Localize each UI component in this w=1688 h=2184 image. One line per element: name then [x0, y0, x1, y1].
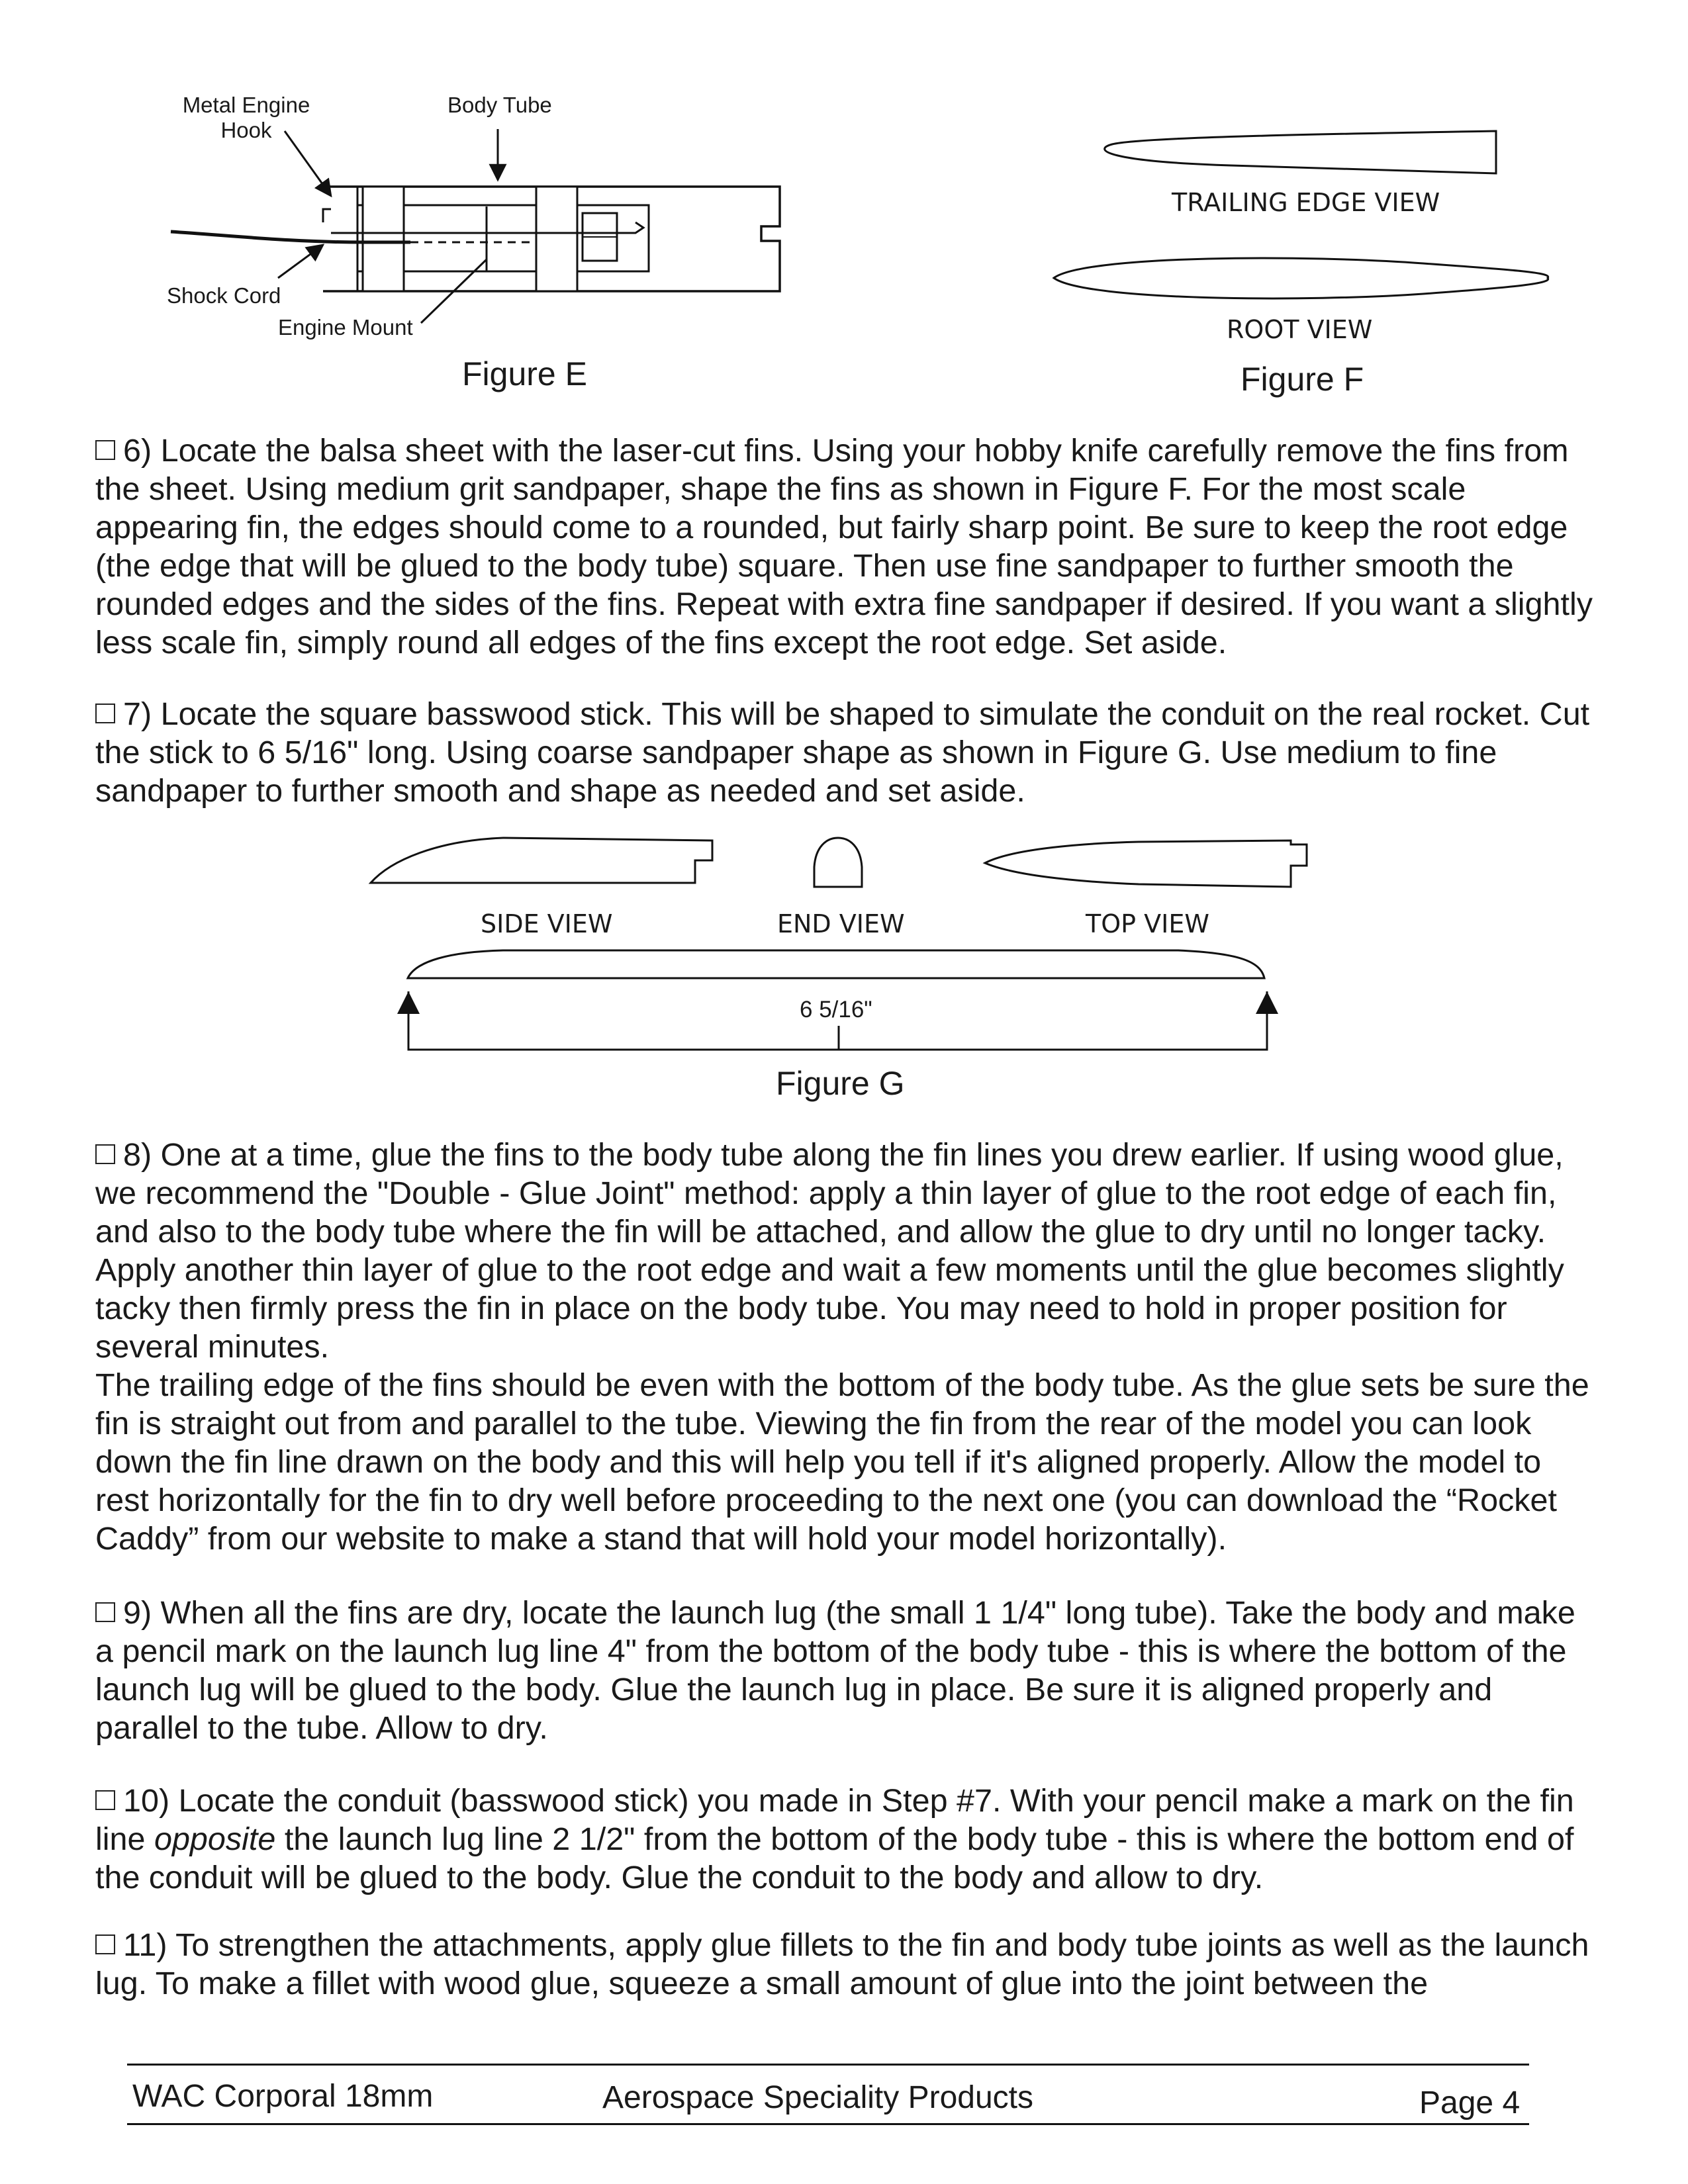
label-end-view: END VIEW [777, 909, 905, 938]
step-8-continued: The trailing edge of the fins should be even with the bottom of the body tube. As the glue sets be sure the fin is straight out from and parallel to the tube. Viewing the fin from the rear of the model you can look down the fin line drawn on the body and this will help you tell if it's aligned properly. Allow the model to rest horizontally for the fin to dry well before proceeding to the next one (you can download the “Rocket Caddy” from our website to make a stand that will hold your model horizontally). [95, 1367, 1589, 1557]
step-6-text: 6) Locate the balsa sheet with the laser-cut fins. Using your hobby knife carefully remove the fins from the sheet. Using medium grit sandpaper, shape the fins as shown in Figure F. For the most scale appearing fin, the edges should come to a rounded, but fairly sharp point. Be sure to keep the root edge (the edge that will be glued to the body tube) square. Then use fine sandpaper to further smooth the rounded edges and the sides of the fins. Repeat with extra fine sandpaper if desired. If you want a slightly less scale fin, simply round all edges of the fins except the root edge. Set aside. [95, 433, 1593, 660]
step-11 [95, 1926, 1598, 2003]
conduit-top-view [985, 841, 1307, 887]
step-8-text: 8) One at a time, glue the fins to the body tube along the fin lines you drew earlier. If using wood glue, we recommend the "Double - Glue Joint" method: apply a thin layer of glue to the root edge of each fin, and also to the body tube where the fin will be attached, and allow the glue to dry until no longer tacky. Apply another thin layer of glue to the root edge and wait a few moments until the glue becomes slightly tacky then firmly press the fin in place on the body tube. You may need to hold in proper position for several minutes. [95, 1137, 1564, 1365]
label-length: 6 5/16" [800, 997, 872, 1023]
label-trailing-edge-view: TRAILING EDGE VIEW [1172, 188, 1440, 217]
label-engine-hook-line2: Hook [220, 118, 272, 142]
label-root-view: ROOT VIEW [1227, 315, 1373, 344]
step-8-checkbox[interactable] [95, 1144, 115, 1164]
figure-f-caption: Figure F [1241, 361, 1364, 398]
step-11-checkbox[interactable] [95, 1934, 115, 1954]
step-9 [95, 1594, 1598, 1747]
footer-title: WAC Corporal 18mm [132, 2079, 434, 2114]
step-9-checkbox[interactable] [95, 1602, 115, 1622]
step-10-emphasis: opposite [154, 1821, 276, 1857]
conduit-end-view [814, 838, 862, 887]
step-8 [95, 1136, 1598, 1558]
footer-rule-bottom [127, 2123, 1529, 2125]
figure-e-caption: Figure E [462, 355, 587, 392]
label-shock-cord: Shock Cord [167, 283, 281, 308]
footer-company: Aerospace Speciality Products [602, 2080, 1033, 2115]
step-10-text-b: the launch lug line 2 1/2" from the bottom of the body tube - this is where the bottom end of the conduit will be glued to the body. Glue the conduit to the body and allow to dry. [95, 1821, 1574, 1895]
conduit-side-view [371, 838, 712, 883]
step-9-text: 9) When all the fins are dry, locate the launch lug (the small 1 1/4" long tube). Take the body and make a pencil mark on the launch lug line 4" from the bottom of the body tube - this is where the bottom of the launch lug will be glued to the body. Glue the launch lug in place. Be sure it is aligned properly and parallel to the tube. Allow to dry. [95, 1595, 1575, 1746]
label-body-tube: Body Tube [447, 93, 552, 117]
step-10-text-a: 10) Locate the conduit (basswood stick) you made in Step #7. With your pencil make a mark on the fin line [95, 1783, 1574, 1857]
footer-page-number: Page 4 [1419, 2085, 1521, 2120]
figure-g-caption: Figure G [776, 1065, 905, 1102]
label-engine-hook-line1: Metal Engine [182, 93, 310, 117]
step-10 [95, 1782, 1598, 1897]
footer-rule-top [127, 2064, 1529, 2066]
step-10-checkbox[interactable] [95, 1790, 115, 1810]
label-side-view: SIDE VIEW [481, 909, 613, 938]
step-7-text: 7) Locate the square basswood stick. This will be shaped to simulate the conduit on the real rocket. Cut the stick to 6 5/16" long. Using coarse sandpaper shape as shown in Figure G. Use medium to fine sandpaper to further smooth and shape as needed and set aside. [95, 696, 1590, 809]
label-engine-mount: Engine Mount [278, 315, 413, 340]
conduit-full-length [408, 950, 1264, 978]
label-top-view: TOP VIEW [1086, 909, 1209, 938]
step-11-text: 11) To strengthen the attachments, apply glue fillets to the fin and body tube joints as well as the launch lug. To make a fillet with wood glue, squeeze a small amount of glue into the joint between the [95, 1927, 1589, 2001]
